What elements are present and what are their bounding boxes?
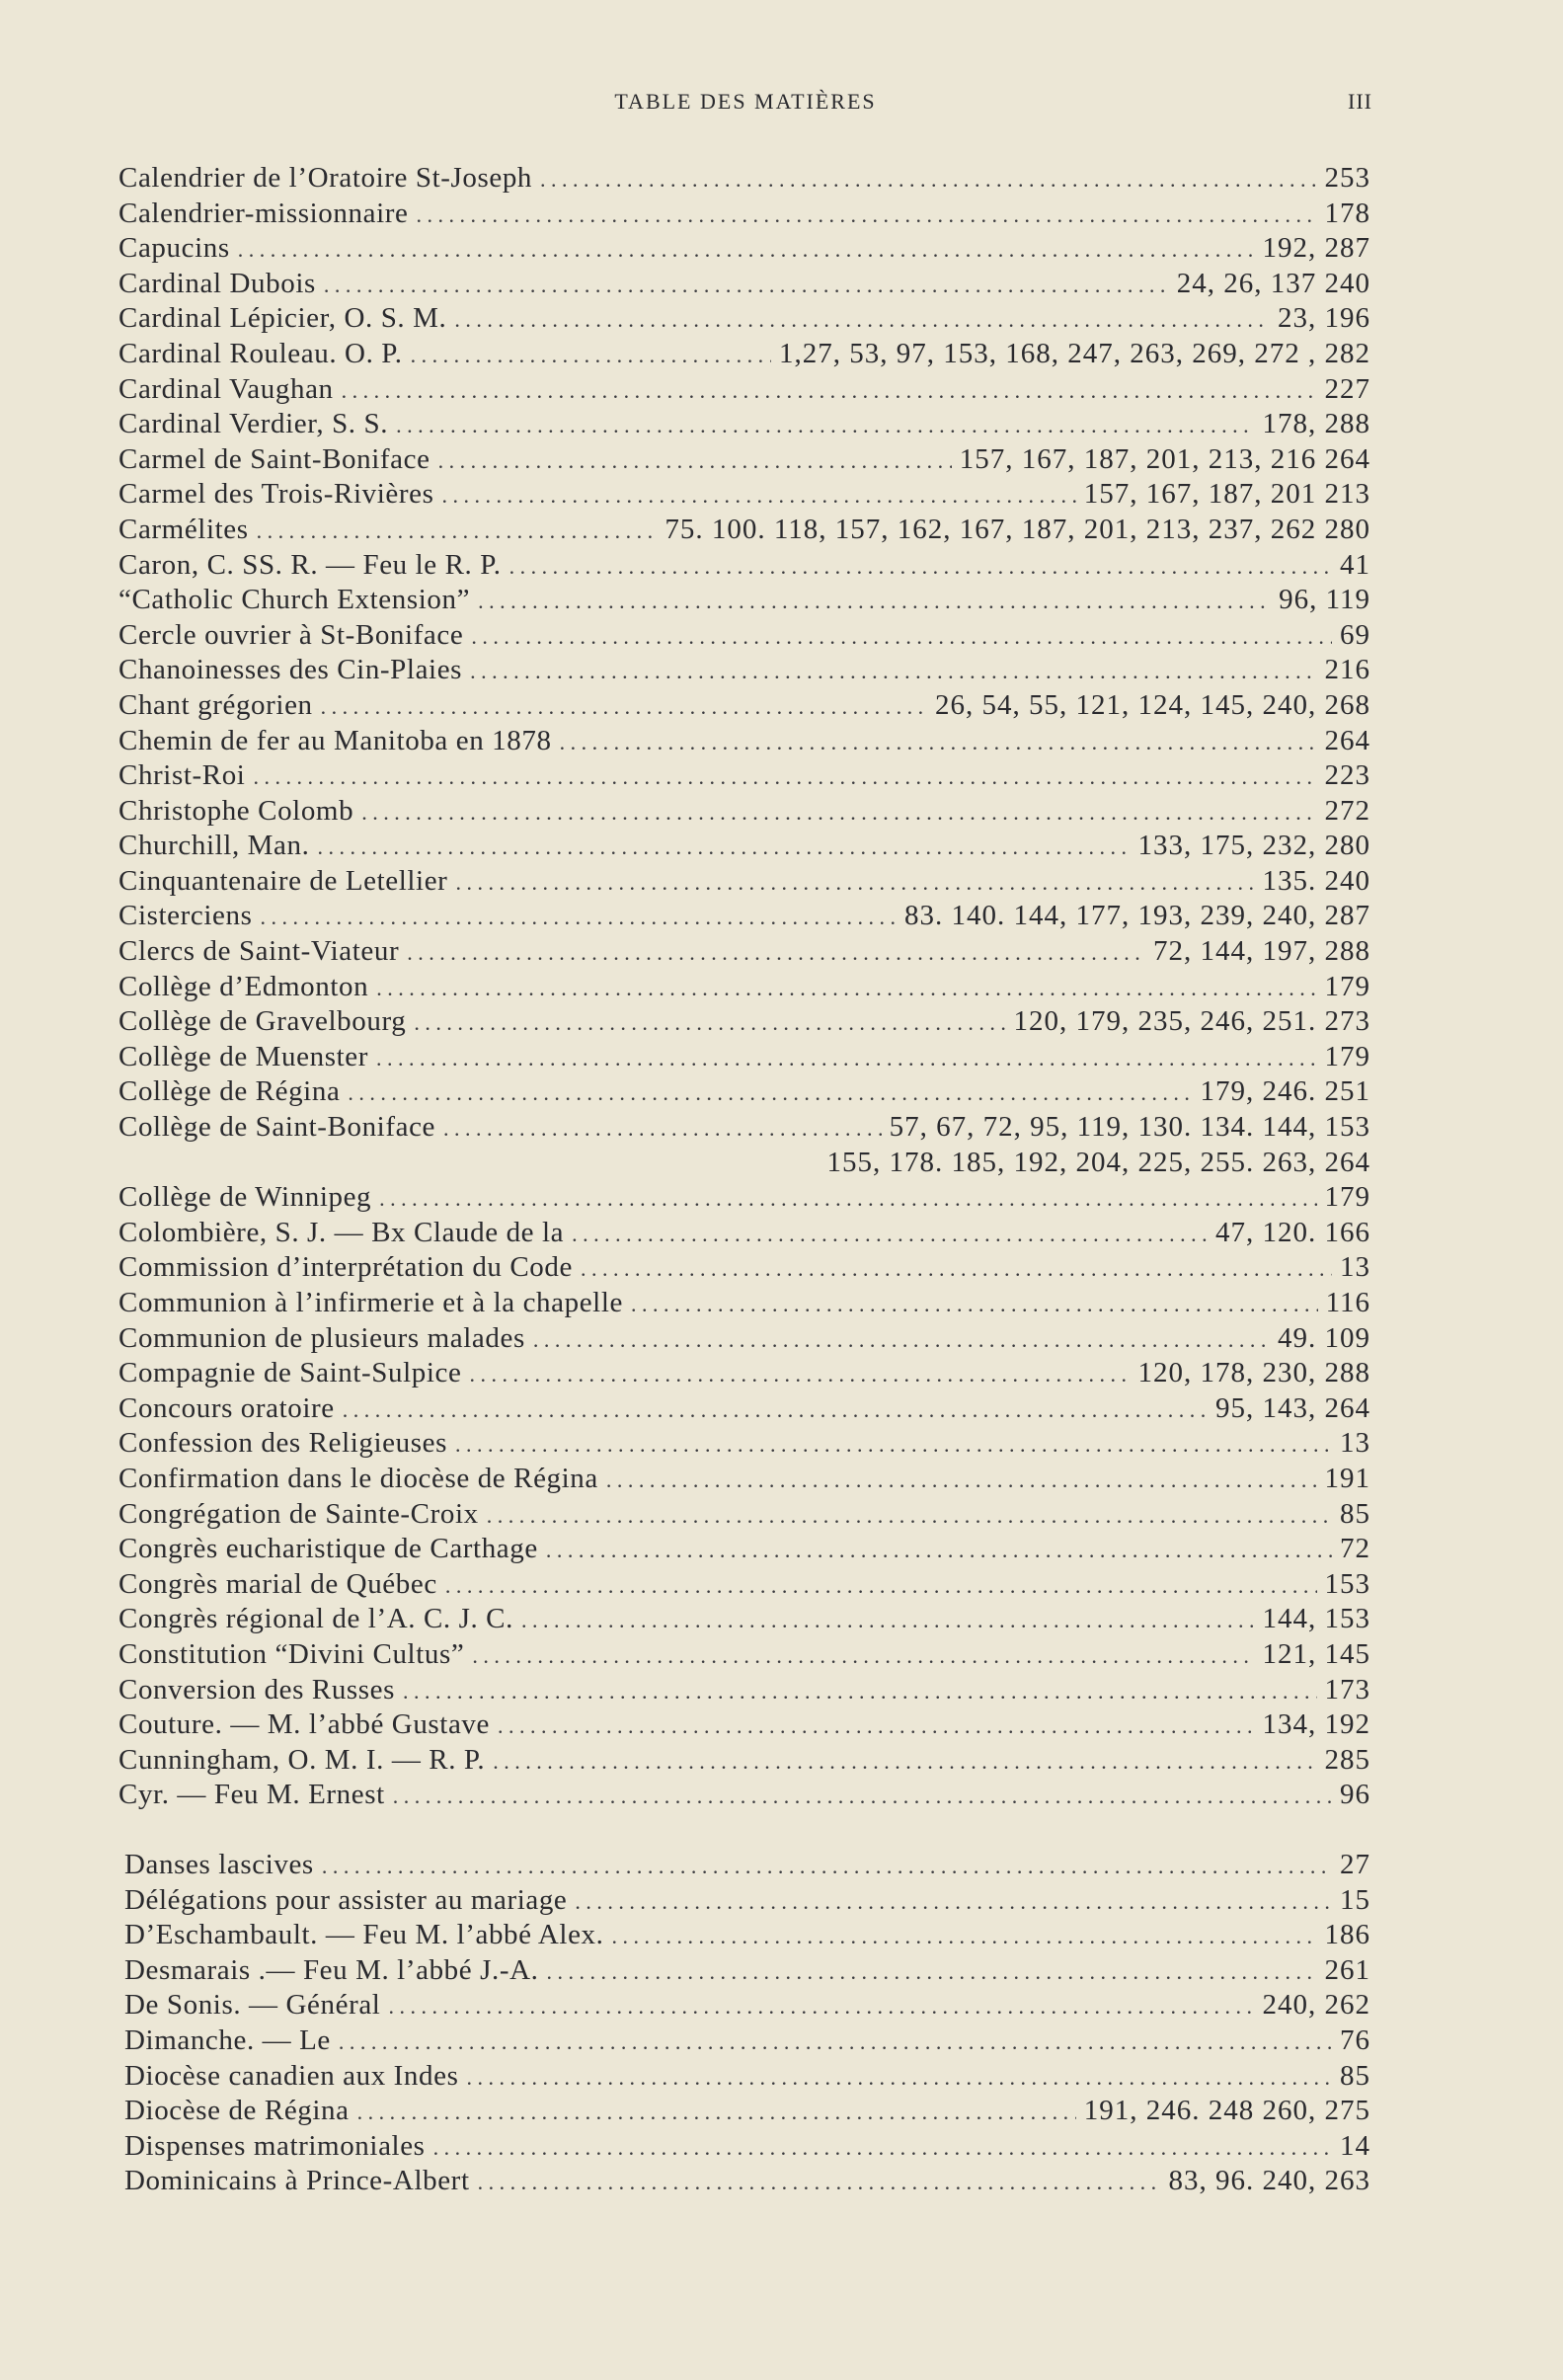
entry-pages: 179 — [1324, 1181, 1370, 1214]
dot-leader — [443, 1116, 882, 1142]
entry-pages: 95, 143, 264 — [1215, 1391, 1370, 1424]
entry-pages: 120, 178, 230, 288 — [1137, 1357, 1370, 1389]
dot-leader — [472, 1643, 1254, 1669]
entry-pages: 85 — [1340, 2059, 1370, 2092]
entry-pages: 223 — [1324, 759, 1370, 792]
index-entry — [118, 689, 1370, 725]
dot-leader — [238, 237, 1255, 263]
entry-pages: 240, 262 — [1262, 1989, 1370, 2022]
index-entry — [118, 1708, 1370, 1744]
index-entry — [118, 162, 1370, 198]
entry-term: Clercs de Saint-Viateur — [118, 935, 400, 968]
entry-pages: 179 — [1324, 970, 1370, 1002]
index-entry — [118, 408, 1370, 443]
dot-leader — [442, 483, 1076, 509]
entry-pages: 47, 120. 166 — [1215, 1216, 1370, 1248]
entry-pages: 85 — [1340, 1497, 1370, 1530]
entry-pages: 116 — [1325, 1287, 1370, 1318]
entry-term: Carmélites — [118, 513, 249, 545]
index-entry — [118, 865, 1370, 901]
entry-term: Cercle ouvrier à St-Boniface — [118, 618, 464, 651]
dot-leader — [342, 378, 1317, 404]
entry-term: Communion à l’infirmerie et à la chapelle — [118, 1287, 623, 1318]
index-entry — [124, 2130, 1370, 2166]
entry-pages: 13 — [1340, 1427, 1370, 1460]
dot-leader — [343, 1397, 1208, 1423]
entry-term: Délégations pour assister au mariage — [124, 1883, 568, 1916]
entry-term: Chemin de fer au Manitoba en 1878 — [118, 724, 552, 756]
dot-leader — [253, 764, 1316, 790]
index-entry — [118, 1463, 1370, 1498]
entry-pages: 285 — [1324, 1743, 1370, 1776]
entry-pages: 216 — [1324, 654, 1370, 686]
entry-term: Collège de Winnipeg — [118, 1181, 372, 1214]
entry-pages: 14 — [1340, 2129, 1370, 2162]
entry-term: Cunningham, O. M. I. — R. P. — [118, 1743, 486, 1776]
index-entry — [118, 1287, 1370, 1322]
entry-pages: 192, 287 — [1262, 232, 1370, 265]
dot-leader — [493, 1749, 1316, 1775]
entry-pages-continuation-text: 155, 178. 185, 192, 204, 225, 255. 263, 264 — [826, 1146, 1370, 1178]
entry-pages: 13 — [1340, 1251, 1370, 1284]
entry-pages: 69 — [1340, 618, 1370, 651]
index-entry — [118, 1111, 1370, 1147]
entry-term: Commission d’interprétation du Code — [118, 1251, 573, 1284]
entry-term: De Sonis. — Général — [124, 1989, 381, 2022]
entry-term: Confession des Religieuses — [118, 1427, 447, 1460]
entry-term: Collège de Régina — [118, 1075, 341, 1108]
index-entry — [118, 1075, 1370, 1111]
index-entry — [118, 619, 1370, 655]
index-entry — [118, 1603, 1370, 1638]
index-entry — [118, 1638, 1370, 1674]
entry-term: Couture. — M. l’abbé Gustave — [118, 1708, 491, 1741]
entry-term: Carmel de Saint-Boniface — [118, 442, 430, 475]
entry-pages: 227 — [1324, 372, 1370, 405]
entry-term: Calendrier de l’Oratoire St-Joseph — [118, 162, 533, 194]
entry-pages: 191, 246. 248 260, 275 — [1083, 2095, 1370, 2127]
entry-term: Collège de Saint-Boniface — [118, 1111, 436, 1144]
index-entry — [118, 549, 1370, 585]
dot-leader — [376, 1046, 1316, 1071]
entry-term: Diocèse canadien aux Indes — [124, 2059, 459, 2092]
entry-pages: 272 — [1324, 794, 1370, 827]
index-entry — [118, 1674, 1370, 1709]
entry-term: Congrégation de Sainte-Croix — [118, 1497, 479, 1530]
dot-leader — [322, 1854, 1332, 1879]
dot-leader — [546, 1538, 1332, 1563]
entry-term: Cardinal Lépicier, O. S. M. — [118, 302, 447, 335]
entry-term: Cardinal Dubois — [118, 267, 316, 299]
dot-leader — [376, 976, 1316, 1001]
dot-leader — [471, 624, 1332, 650]
dot-leader — [416, 202, 1316, 228]
entry-pages-continuation — [118, 1147, 1370, 1182]
entry-pages: 133, 175, 232, 280 — [1137, 830, 1370, 862]
entry-pages: 153 — [1324, 1567, 1370, 1600]
index-entry — [118, 654, 1370, 689]
entry-pages: 96 — [1340, 1779, 1370, 1811]
dot-leader — [388, 1994, 1254, 2020]
entry-term: Cyr. — Feu M. Ernest — [118, 1779, 385, 1811]
index-entry — [124, 2165, 1370, 2200]
dot-leader — [361, 800, 1316, 826]
entry-pages: 83. 140. 144, 177, 193, 239, 240, 287 — [904, 900, 1370, 932]
dot-leader — [433, 2135, 1332, 2161]
entry-pages: 135. 240 — [1262, 864, 1370, 897]
entry-pages: 49. 109 — [1278, 1321, 1370, 1354]
dot-leader — [396, 413, 1254, 438]
entry-pages: 15 — [1340, 1883, 1370, 1916]
index-entry — [118, 1041, 1370, 1076]
entry-term: Congrès marial de Québec — [118, 1567, 437, 1600]
entry-term: Desmarais .— Feu M. l’abbé J.-A. — [124, 1953, 539, 1986]
entry-pages: 26, 54, 55, 121, 124, 145, 240, 268 — [935, 688, 1370, 721]
index-entry — [118, 443, 1370, 479]
entry-pages: 178, 288 — [1262, 408, 1370, 440]
index-entry — [118, 795, 1370, 831]
index-entry — [118, 232, 1370, 268]
entry-pages: 27 — [1340, 1849, 1370, 1880]
dot-leader — [455, 1432, 1332, 1458]
entry-pages: 41 — [1340, 548, 1370, 581]
dot-leader — [414, 1010, 1005, 1036]
entry-term: “Catholic Church Extension” — [118, 584, 471, 616]
entry-term: Cardinal Vaughan — [118, 372, 334, 405]
index-entry — [118, 1392, 1370, 1428]
entry-pages: 191 — [1324, 1462, 1370, 1494]
entry-term: Caron, C. SS. R. — Feu le R. P. — [118, 548, 502, 581]
dot-leader — [324, 273, 1169, 298]
index-entry — [118, 1217, 1370, 1252]
index-entry — [124, 1849, 1370, 1884]
entry-term: Congrès régional de l’A. C. J. C. — [118, 1603, 513, 1635]
entry-pages: 24, 26, 137 240 — [1176, 267, 1370, 299]
dot-leader — [581, 1256, 1332, 1282]
index-entry — [118, 935, 1370, 971]
index-entry — [118, 198, 1370, 233]
index-entry — [118, 1744, 1370, 1780]
index-entry — [118, 900, 1370, 935]
dot-leader — [478, 589, 1271, 614]
entry-pages: 186 — [1324, 1919, 1370, 1951]
entry-pages: 23, 196 — [1278, 302, 1370, 335]
entry-pages: 179, 246. 251 — [1200, 1075, 1370, 1108]
index-entry — [118, 338, 1370, 373]
index-entry — [118, 373, 1370, 409]
index-entry — [118, 268, 1370, 303]
index-entry — [118, 1568, 1370, 1604]
dot-leader — [533, 1327, 1270, 1353]
entry-pages: 157, 167, 187, 201, 213, 216 264 — [959, 442, 1370, 475]
index-entry — [124, 2060, 1370, 2096]
entry-term: Churchill, Man. — [118, 830, 310, 862]
entry-pages: 83, 96. 240, 263 — [1168, 2165, 1370, 2197]
dot-leader — [469, 1362, 1130, 1388]
dot-leader — [445, 1573, 1317, 1599]
entry-term: Confirmation dans le diocèse de Régina — [118, 1462, 598, 1494]
entry-pages: 120, 179, 235, 246, 251. 273 — [1013, 1005, 1370, 1038]
entry-term: Concours oratoire — [118, 1391, 335, 1424]
index-entry — [118, 1533, 1370, 1568]
entry-term: Collège de Muenster — [118, 1040, 369, 1072]
dot-leader — [606, 1468, 1317, 1493]
entry-term: Dominicains à Prince-Albert — [124, 2165, 470, 2197]
index-entry — [118, 514, 1370, 549]
index-entry — [118, 478, 1370, 514]
entry-term: Collège de Gravelbourg — [118, 1005, 407, 1038]
index-entry — [124, 2095, 1370, 2130]
index-entry — [124, 1954, 1370, 1990]
dot-leader — [470, 659, 1316, 684]
dot-leader — [438, 448, 952, 474]
index-entry — [118, 1251, 1370, 1287]
entry-term: D’Eschambault. — Feu M. l’abbé Alex. — [124, 1919, 604, 1951]
index-entry — [118, 759, 1370, 795]
entry-pages: 121, 145 — [1262, 1637, 1370, 1670]
index-entry — [118, 1357, 1370, 1392]
index-section-c — [118, 162, 1370, 1814]
index-entry — [118, 1779, 1370, 1814]
dot-leader — [393, 1784, 1332, 1809]
dot-leader — [478, 2170, 1161, 2195]
entry-term: Capucins — [118, 232, 230, 265]
entry-pages: 1,27, 53, 97, 153, 168, 247, 263, 269, 272 , 282 — [779, 337, 1370, 369]
dot-leader — [466, 2065, 1332, 2091]
entry-term: Chant grégorien — [118, 688, 313, 721]
entry-term: Congrès eucharistique de Carthage — [118, 1533, 538, 1565]
entry-pages: 76 — [1340, 2023, 1370, 2056]
entry-term: Diocèse de Régina — [124, 2095, 350, 2127]
index-entry — [118, 830, 1370, 865]
dot-leader — [357, 2100, 1076, 2125]
entry-term: Cinquantenaire de Letellier — [118, 864, 448, 897]
dot-leader — [317, 834, 1130, 860]
entry-pages: 72 — [1340, 1533, 1370, 1565]
dot-leader — [379, 1186, 1316, 1212]
page-number: III — [1348, 89, 1372, 114]
index-entry — [118, 971, 1370, 1006]
dot-leader — [407, 940, 1145, 966]
entry-pages: 179 — [1324, 1040, 1370, 1072]
entry-term: Christ-Roi — [118, 759, 246, 792]
entry-pages: 144, 153 — [1262, 1603, 1370, 1635]
page-header — [118, 89, 1372, 128]
entry-term: Dispenses matrimoniales — [124, 2129, 426, 2162]
dot-leader — [403, 1679, 1316, 1705]
index-entry — [124, 1989, 1370, 2024]
index-entry — [118, 1427, 1370, 1463]
entry-pages: 96, 119 — [1279, 584, 1370, 616]
index-entry — [118, 1322, 1370, 1358]
dot-leader — [348, 1080, 1192, 1106]
entry-pages: 178 — [1324, 197, 1370, 229]
dot-leader — [509, 554, 1332, 580]
dot-leader — [257, 518, 658, 544]
entry-pages: 253 — [1324, 162, 1370, 194]
dot-leader — [575, 1889, 1332, 1915]
entry-term: Cardinal Rouleau. O. P. — [118, 337, 403, 369]
index-entry — [118, 302, 1370, 338]
entry-term: Danses lascives — [124, 1849, 314, 1880]
entry-term: Christophe Colomb — [118, 794, 354, 827]
entry-pages: 157, 167, 187, 201 213 — [1083, 478, 1370, 511]
entry-term: Colombière, S. J. — Bx Claude de la — [118, 1216, 565, 1248]
dot-leader — [631, 1292, 1318, 1317]
dot-leader — [546, 1959, 1316, 1985]
entry-term: Constitution “Divini Cultus” — [118, 1637, 465, 1670]
index-entry — [124, 2024, 1370, 2060]
dot-leader — [560, 730, 1317, 755]
entry-pages: 75. 100. 118, 157, 162, 167, 187, 201, 213, 237, 262 280 — [664, 513, 1370, 545]
entry-term: Cisterciens — [118, 900, 253, 932]
dot-leader — [260, 905, 897, 930]
index-entry — [118, 725, 1370, 760]
index-entry — [124, 1919, 1370, 1954]
index-entry — [124, 1884, 1370, 1920]
entry-pages: 261 — [1324, 1953, 1370, 1986]
dot-leader — [487, 1503, 1332, 1529]
running-title: TABLE DES MATIÈRES — [614, 89, 877, 114]
dot-leader — [321, 694, 927, 720]
dot-leader — [411, 343, 771, 368]
entry-term: Compagnie de Saint-Sulpice — [118, 1357, 462, 1389]
dot-leader — [572, 1222, 1208, 1247]
entry-pages: 264 — [1324, 724, 1370, 756]
entry-term: Dimanche. — Le — [124, 2023, 331, 2056]
entry-pages: 72, 144, 197, 288 — [1153, 935, 1370, 968]
dot-leader — [339, 2029, 1332, 2055]
entry-term: Carmel des Trois-Rivières — [118, 478, 434, 511]
entry-term: Calendrier-missionnaire — [118, 197, 409, 229]
entry-term: Conversion des Russes — [118, 1673, 396, 1706]
dot-leader — [521, 1608, 1255, 1633]
dot-leader — [612, 1924, 1317, 1949]
index-entry — [118, 1498, 1370, 1534]
index-entry — [118, 1181, 1370, 1217]
entry-term: Collège d’Edmonton — [118, 970, 369, 1002]
index-entry — [118, 584, 1370, 619]
entry-term: Cardinal Verdier, S. S. — [118, 408, 389, 440]
entry-pages: 134, 192 — [1262, 1708, 1370, 1741]
dot-leader — [455, 870, 1254, 896]
dot-leader — [454, 307, 1270, 333]
index-section-d — [124, 1849, 1370, 2200]
entry-term: Communion de plusieurs malades — [118, 1321, 525, 1354]
entry-pages: 57, 67, 72, 95, 119, 130. 134. 144, 153 — [889, 1111, 1370, 1144]
index-entry — [118, 1005, 1370, 1041]
dot-leader — [540, 167, 1316, 193]
entry-term: Chanoinesses des Cin-Plaies — [118, 654, 463, 686]
dot-leader — [498, 1713, 1254, 1739]
entry-pages: 173 — [1324, 1673, 1370, 1706]
